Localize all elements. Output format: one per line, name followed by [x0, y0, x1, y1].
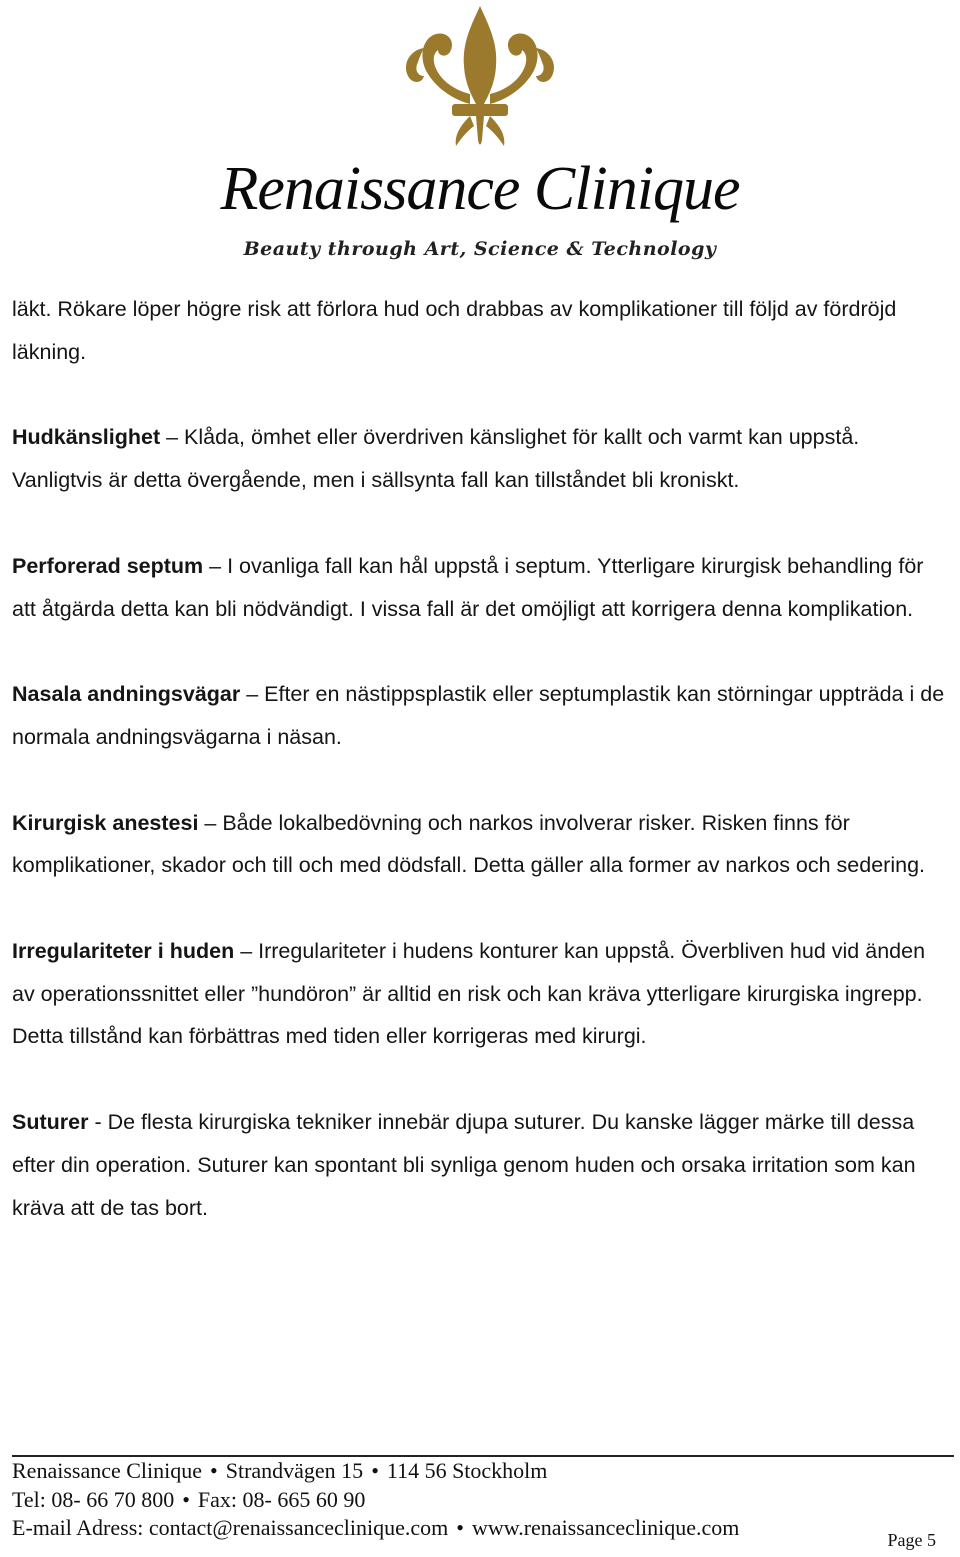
fleur-de-lis-icon	[400, 4, 560, 154]
paragraph-term: Suturer	[12, 1110, 89, 1135]
footer-clinic-name: Renaissance Clinique	[12, 1458, 203, 1483]
footer-website-link[interactable]: www.renaissanceclinique.com	[471, 1515, 740, 1540]
footer-tel: Tel: 08- 66 70 800	[12, 1486, 175, 1512]
paragraph-nasal-airways	[12, 673, 947, 758]
paragraph-text: Både lokalbedövning och narkos involverar risker. Risken finns för komplikationer, skador och till och med dödsfall. Detta gäller alla former av narkos och sedering.	[12, 810, 926, 878]
paragraph-anesthesia	[12, 802, 947, 887]
paragraph-skin-sensitivity	[12, 416, 947, 501]
document-body	[12, 288, 947, 1272]
term-dash: –	[240, 682, 265, 707]
bullet-separator: •	[210, 1458, 218, 1483]
bullet-separator: •	[371, 1458, 379, 1483]
paragraph-term: Nasala andningsvägar	[12, 682, 241, 707]
footer-fax: Fax: 08- 665 60 90	[197, 1486, 366, 1512]
paragraph-septum-perforation	[12, 545, 947, 630]
footer-phone-line	[12, 1486, 954, 1515]
bullet-separator: •	[182, 1486, 190, 1512]
footer-contact-line	[12, 1514, 954, 1543]
page-footer	[12, 1455, 954, 1550]
footer-email[interactable]: E-mail Adress: contact@renaissanceclinique.com	[12, 1515, 449, 1540]
footer-address-line	[12, 1457, 954, 1486]
paragraph-term: Kirurgisk anestesi	[12, 810, 199, 835]
footer-city: 114 56 Stockholm	[386, 1458, 548, 1483]
term-dash: –	[198, 810, 223, 835]
paragraph-smoking	[12, 288, 947, 373]
term-dash: –	[160, 425, 185, 450]
term-dash: -	[88, 1110, 108, 1135]
brand-name: Renaissance Clinique	[220, 155, 740, 223]
paragraph-text: läkt. Rökare löper högre risk att förlora hud och drabbas av komplikationer till följd av fördröjd läkning.	[12, 297, 897, 364]
paragraph-text: Irregulariteter i hudens konturer kan uppstå. Överbliven hud vid änden av operationssnittet eller ”hundöron” är alltid en risk och kan kräva ytterligare kirurgiska ingrepp. Detta tillstånd kan förbättras med tiden eller korrigeras med kirurgi.	[12, 939, 926, 1049]
paragraph-skin-irregularities	[12, 930, 947, 1058]
brand-tagline: Beauty through Art, Science & Technology	[243, 238, 717, 260]
paragraph-text: Klåda, ömhet eller överdriven känslighet för kallt och varmt kan uppstå. Vanligtvis är detta övergående, men i sällsynta fall kan tillståndet bli kroniskt.	[12, 425, 860, 493]
term-dash: –	[203, 553, 228, 578]
bullet-separator: •	[456, 1515, 464, 1540]
paragraph-term: Irregulariteter i huden	[12, 939, 235, 964]
paragraph-text: Efter en nästippsplastik eller septumplastik kan störningar uppträda i de normala andningsvägarna i näsan.	[12, 682, 945, 749]
page-number: Page 5	[887, 1530, 936, 1550]
paragraph-term: Hudkänslighet	[12, 425, 161, 450]
paragraph-term: Perforerad septum	[12, 553, 204, 578]
page-header	[0, 0, 960, 275]
term-dash: –	[234, 939, 259, 964]
paragraph-sutures	[12, 1101, 947, 1229]
paragraph-text: De flesta kirurgiska tekniker innebär djupa suturer. Du kanske lägger märke till dessa efter din operation. Suturer kan spontant bli synliga genom huden och orsaka irritation som kan kräva att de tas bort.	[12, 1110, 916, 1220]
paragraph-text: I ovanliga fall kan hål uppstå i septum. Ytterligare kirurgisk behandling för att åtgärda detta kan bli nödvändigt. I vissa fall är det omöjligt att korrigera denna komplikation.	[12, 553, 924, 621]
footer-street: Strandvägen 15	[225, 1458, 364, 1483]
